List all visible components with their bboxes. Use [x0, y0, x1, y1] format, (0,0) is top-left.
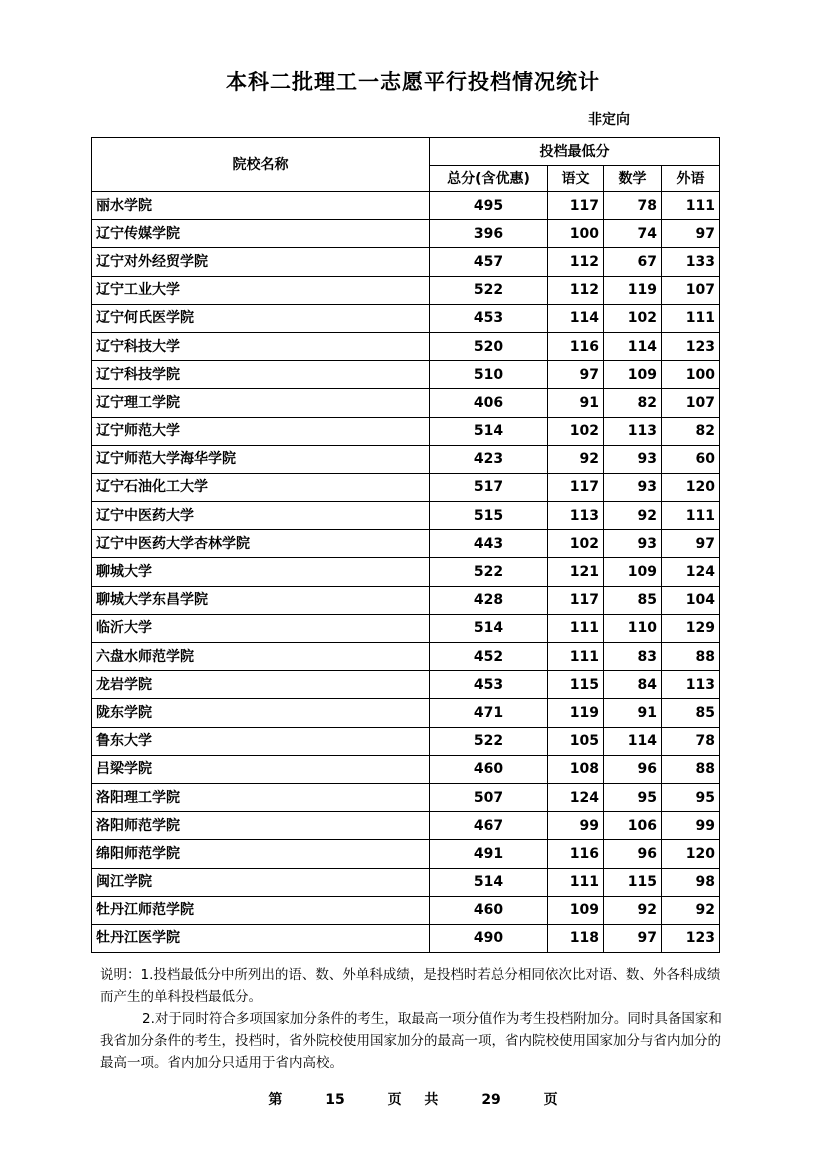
cell-school-name: 牡丹江医学院	[92, 924, 430, 952]
cell-chinese: 91	[548, 389, 604, 417]
cell-chinese: 100	[548, 220, 604, 248]
header-chinese: 语文	[548, 166, 604, 192]
cell-math: 114	[604, 727, 662, 755]
cell-total: 453	[430, 304, 548, 332]
cell-school-name: 临沂大学	[92, 614, 430, 642]
table-row	[92, 248, 720, 276]
cell-total: 443	[430, 530, 548, 558]
cell-chinese: 102	[548, 417, 604, 445]
notes	[100, 964, 728, 1074]
cell-school-name: 辽宁工业大学	[92, 276, 430, 304]
cell-school-name: 辽宁中医药大学	[92, 502, 430, 530]
table-row	[92, 755, 720, 783]
score-table	[91, 137, 720, 953]
table-row	[92, 332, 720, 360]
cell-school-name: 辽宁师范大学	[92, 417, 430, 445]
cell-chinese: 117	[548, 192, 604, 220]
cell-school-name: 六盘水师范学院	[92, 643, 430, 671]
cell-chinese: 112	[548, 276, 604, 304]
note-2: 2.对于同时符合多项国家加分条件的考生，取最高一项分值作为考生投档附加分。同时具备国家和我省加分条件的考生，投档时，省外院校使用国家加分的最高一项，省内院校使用国家加分与省内加分的最高一项。省内加分只适用于省内高校。	[100, 1011, 722, 1071]
cell-total: 467	[430, 812, 548, 840]
cell-total: 515	[430, 502, 548, 530]
cell-english: 111	[662, 304, 720, 332]
cell-english: 113	[662, 671, 720, 699]
table-row	[92, 192, 720, 220]
cell-total: 522	[430, 558, 548, 586]
table-row	[92, 868, 720, 896]
table-row	[92, 473, 720, 501]
header-total: 总分(含优惠)	[430, 166, 548, 192]
cell-school-name: 辽宁师范大学海华学院	[92, 445, 430, 473]
table-row	[92, 530, 720, 558]
cell-math: 113	[604, 417, 662, 445]
cell-total: 453	[430, 671, 548, 699]
cell-math: 84	[604, 671, 662, 699]
cell-english: 97	[662, 220, 720, 248]
cell-school-name: 闽江学院	[92, 868, 430, 896]
cell-chinese: 112	[548, 248, 604, 276]
cell-english: 120	[662, 840, 720, 868]
cell-total: 510	[430, 361, 548, 389]
cell-school-name: 辽宁传媒学院	[92, 220, 430, 248]
cell-english: 104	[662, 586, 720, 614]
cell-english: 78	[662, 727, 720, 755]
cell-chinese: 105	[548, 727, 604, 755]
cell-school-name: 辽宁何氏医学院	[92, 304, 430, 332]
cell-chinese: 115	[548, 671, 604, 699]
cell-math: 83	[604, 643, 662, 671]
cell-total: 491	[430, 840, 548, 868]
cell-total: 522	[430, 276, 548, 304]
cell-total: 514	[430, 868, 548, 896]
cell-school-name: 牡丹江师范学院	[92, 896, 430, 924]
cell-total: 522	[430, 727, 548, 755]
cell-math: 110	[604, 614, 662, 642]
cell-school-name: 聊城大学	[92, 558, 430, 586]
cell-school-name: 陇东学院	[92, 699, 430, 727]
cell-english: 107	[662, 389, 720, 417]
cell-english: 85	[662, 699, 720, 727]
cell-math: 96	[604, 840, 662, 868]
cell-chinese: 117	[548, 473, 604, 501]
cell-school-name: 洛阳师范学院	[92, 812, 430, 840]
footer-page-label: 第	[268, 1092, 283, 1108]
cell-math: 109	[604, 361, 662, 389]
cell-total: 423	[430, 445, 548, 473]
footer-total-pages: 29	[481, 1092, 501, 1108]
cell-english: 82	[662, 417, 720, 445]
cell-total: 396	[430, 220, 548, 248]
cell-math: 109	[604, 558, 662, 586]
table-row	[92, 304, 720, 332]
table-row	[92, 445, 720, 473]
cell-math: 82	[604, 389, 662, 417]
cell-chinese: 99	[548, 812, 604, 840]
table-row	[92, 361, 720, 389]
header-school-name: 院校名称	[92, 138, 430, 192]
cell-math: 78	[604, 192, 662, 220]
table-row	[92, 699, 720, 727]
cell-english: 123	[662, 924, 720, 952]
cell-chinese: 111	[548, 868, 604, 896]
cell-school-name: 龙岩学院	[92, 671, 430, 699]
cell-math: 95	[604, 783, 662, 811]
table-row	[92, 586, 720, 614]
cell-school-name: 辽宁对外经贸学院	[92, 248, 430, 276]
table-row	[92, 558, 720, 586]
cell-school-name: 辽宁科技大学	[92, 332, 430, 360]
cell-math: 96	[604, 755, 662, 783]
cell-total: 514	[430, 614, 548, 642]
table-row	[92, 502, 720, 530]
cell-english: 129	[662, 614, 720, 642]
cell-english: 92	[662, 896, 720, 924]
cell-math: 93	[604, 473, 662, 501]
cell-english: 124	[662, 558, 720, 586]
cell-math: 92	[604, 896, 662, 924]
cell-total: 507	[430, 783, 548, 811]
page-title: 本科二批理工一志愿平行投档情况统计	[226, 70, 600, 94]
cell-math: 106	[604, 812, 662, 840]
cell-math: 115	[604, 868, 662, 896]
cell-english: 88	[662, 755, 720, 783]
cell-chinese: 102	[548, 530, 604, 558]
table-row	[92, 783, 720, 811]
cell-total: 457	[430, 248, 548, 276]
cell-total: 514	[430, 417, 548, 445]
footer-page-number: 15	[325, 1092, 345, 1108]
header-math: 数学	[604, 166, 662, 192]
cell-total: 520	[430, 332, 548, 360]
note-1: 说明：1.投档最低分中所列出的语、数、外单科成绩，是投档时若总分相同依次比对语、数、外各科成绩而产生的单科投档最低分。	[100, 967, 721, 1005]
cell-english: 133	[662, 248, 720, 276]
table-row	[92, 727, 720, 755]
cell-school-name: 鲁东大学	[92, 727, 430, 755]
cell-total: 406	[430, 389, 548, 417]
cell-english: 88	[662, 643, 720, 671]
header-min-score-group: 投档最低分	[430, 138, 720, 166]
cell-total: 452	[430, 643, 548, 671]
cell-chinese: 111	[548, 614, 604, 642]
cell-chinese: 92	[548, 445, 604, 473]
cell-school-name: 绵阳师范学院	[92, 840, 430, 868]
cell-math: 74	[604, 220, 662, 248]
cell-chinese: 119	[548, 699, 604, 727]
cell-math: 67	[604, 248, 662, 276]
cell-school-name: 洛阳理工学院	[92, 783, 430, 811]
cell-math: 102	[604, 304, 662, 332]
cell-total: 428	[430, 586, 548, 614]
cell-math: 93	[604, 530, 662, 558]
table-row	[92, 614, 720, 642]
table-row	[92, 924, 720, 952]
table-row	[92, 417, 720, 445]
cell-school-name: 辽宁科技学院	[92, 361, 430, 389]
cell-english: 100	[662, 361, 720, 389]
cell-total: 460	[430, 755, 548, 783]
page-subtitle: 非定向	[588, 112, 630, 128]
table-row	[92, 276, 720, 304]
cell-total: 517	[430, 473, 548, 501]
cell-chinese: 116	[548, 332, 604, 360]
cell-english: 95	[662, 783, 720, 811]
table-row	[92, 389, 720, 417]
cell-english: 120	[662, 473, 720, 501]
cell-total: 490	[430, 924, 548, 952]
cell-english: 98	[662, 868, 720, 896]
footer-mid-label: 页 共	[387, 1092, 439, 1108]
cell-english: 107	[662, 276, 720, 304]
cell-school-name: 辽宁中医药大学杏林学院	[92, 530, 430, 558]
cell-total: 471	[430, 699, 548, 727]
cell-school-name: 丽水学院	[92, 192, 430, 220]
cell-chinese: 121	[548, 558, 604, 586]
cell-english: 60	[662, 445, 720, 473]
cell-english: 97	[662, 530, 720, 558]
table-row	[92, 812, 720, 840]
cell-chinese: 124	[548, 783, 604, 811]
cell-school-name: 吕梁学院	[92, 755, 430, 783]
cell-math: 119	[604, 276, 662, 304]
header-english: 外语	[662, 166, 720, 192]
cell-chinese: 117	[548, 586, 604, 614]
cell-math: 92	[604, 502, 662, 530]
cell-math: 93	[604, 445, 662, 473]
page-footer	[0, 1089, 826, 1109]
table-row	[92, 671, 720, 699]
cell-chinese: 118	[548, 924, 604, 952]
table-row	[92, 220, 720, 248]
cell-math: 114	[604, 332, 662, 360]
footer-end-label: 页	[543, 1092, 558, 1108]
table-body	[92, 192, 720, 953]
cell-math: 85	[604, 586, 662, 614]
cell-math: 91	[604, 699, 662, 727]
cell-chinese: 97	[548, 361, 604, 389]
cell-chinese: 109	[548, 896, 604, 924]
cell-chinese: 116	[548, 840, 604, 868]
cell-school-name: 辽宁理工学院	[92, 389, 430, 417]
cell-math: 97	[604, 924, 662, 952]
cell-chinese: 114	[548, 304, 604, 332]
cell-chinese: 111	[548, 643, 604, 671]
cell-english: 111	[662, 502, 720, 530]
cell-school-name: 聊城大学东昌学院	[92, 586, 430, 614]
table-row	[92, 896, 720, 924]
cell-english: 123	[662, 332, 720, 360]
cell-english: 99	[662, 812, 720, 840]
table-row	[92, 643, 720, 671]
table-row	[92, 840, 720, 868]
cell-total: 460	[430, 896, 548, 924]
cell-chinese: 108	[548, 755, 604, 783]
cell-chinese: 113	[548, 502, 604, 530]
cell-english: 111	[662, 192, 720, 220]
cell-school-name: 辽宁石油化工大学	[92, 473, 430, 501]
cell-total: 495	[430, 192, 548, 220]
